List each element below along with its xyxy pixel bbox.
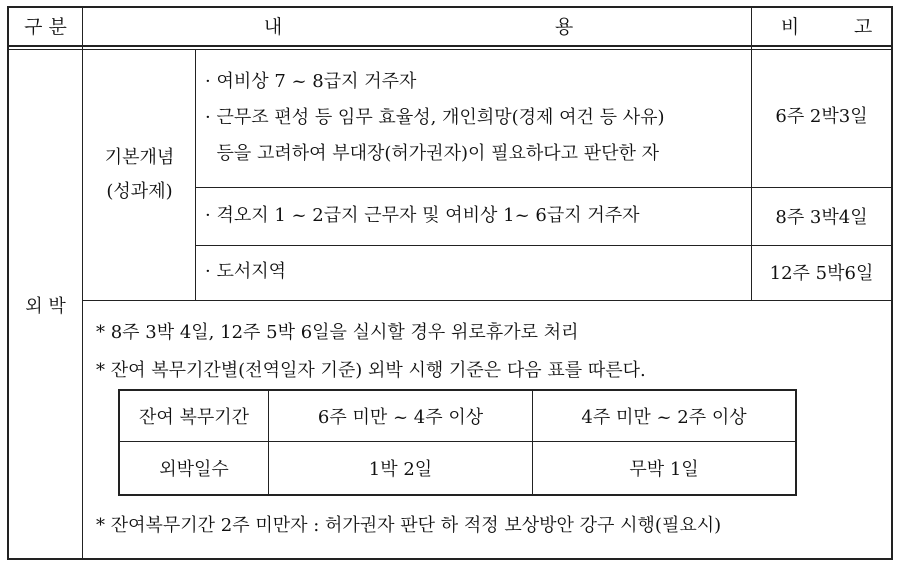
note-1: * 8주 3박 4일, 12주 5박 6일을 실시할 경우 위로휴가로 처리 <box>96 322 579 343</box>
row2-remark: 8주 3박4일 <box>775 207 868 228</box>
inner-header-range2: 4주 미만 ~ 2주 이상 <box>581 407 747 428</box>
row1-remark: 6주 2박3일 <box>775 106 868 127</box>
col-divider-remark <box>751 6 752 300</box>
row-divider-3 <box>82 300 892 301</box>
concept-label-line1: 기본개념 <box>104 147 175 168</box>
header-content-right: 용 <box>554 15 574 38</box>
inner-table <box>118 389 797 496</box>
header-category: 구 분 <box>24 15 67 38</box>
table-right-border <box>891 6 893 560</box>
note-2: * 잔여 복무기간별(전역일자 기준) 외박 시행 기준은 다음 표를 따른다. <box>96 360 646 381</box>
row3-line1: · 도서지역 <box>205 261 286 282</box>
col-divider-category <box>82 6 83 560</box>
note-3: * 잔여복무기간 2주 미만자 : 허가권자 판단 하 적정 보상방안 강구 시행(필요시) <box>96 515 722 536</box>
row3-remark: 12주 5박6일 <box>769 263 874 284</box>
row-divider-1 <box>195 187 892 188</box>
concept-label-line2: (성과제) <box>106 181 173 202</box>
inner-header-period: 잔여 복무기간 <box>138 407 250 428</box>
inner-row-label: 외박일수 <box>159 459 229 480</box>
header-content-left: 내 <box>263 15 283 38</box>
inner-table-right <box>795 389 797 496</box>
section-label: 외 박 <box>25 296 66 317</box>
row1-line3: 등을 고려하여 부대장(허가권자)이 필요하다고 판단한 자 <box>205 143 660 164</box>
table-top-border <box>7 6 893 8</box>
inner-row-value2: 무박 1일 <box>629 459 699 480</box>
inner-header-range1: 6주 미만 ~ 4주 이상 <box>317 407 484 428</box>
col-divider-concept <box>195 49 196 300</box>
row-divider-2 <box>195 245 892 246</box>
header-divider <box>7 45 893 47</box>
inner-row-value1: 1박 2일 <box>368 459 433 480</box>
row1-line1: · 여비상 7 ~ 8급지 거주자 <box>205 71 417 92</box>
row2-line1: · 격오지 1 ~ 2급지 근무자 및 여비상 1~ 6급지 거주자 <box>205 205 640 226</box>
table-bottom-border <box>7 558 893 560</box>
inner-table-bottom <box>118 494 797 496</box>
row1-line2: · 근무조 편성 등 임무 효율성, 개인희망(경제 여건 등 사유) <box>205 107 665 128</box>
header-remark-left: 비 <box>780 15 800 38</box>
header-remark-right: 고 <box>853 15 873 38</box>
table-left-border <box>7 6 9 560</box>
header-divider-second <box>7 49 893 50</box>
